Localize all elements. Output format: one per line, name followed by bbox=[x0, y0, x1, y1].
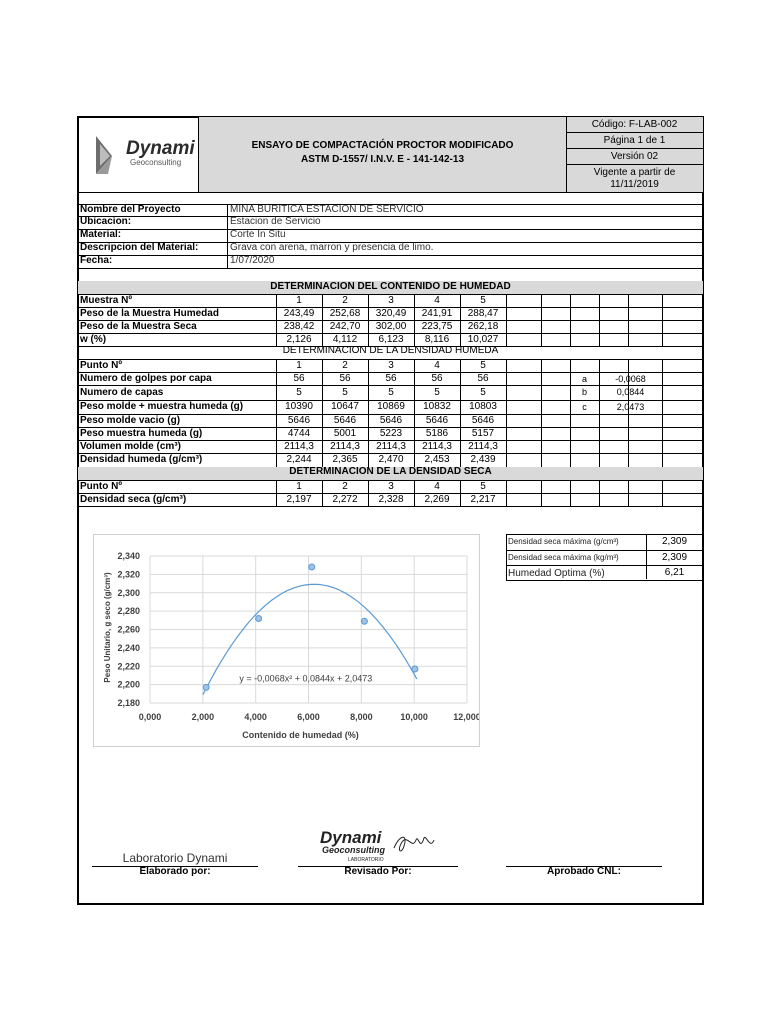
table-cell: 4 bbox=[434, 294, 440, 306]
result-value: 2,309 bbox=[661, 552, 688, 563]
row-label: Muestra Nº bbox=[80, 294, 132, 306]
logo-sub-text: Geoconsulting bbox=[130, 158, 182, 167]
y-tick-label: 2,260 bbox=[117, 624, 140, 635]
report-sheet bbox=[77, 116, 704, 905]
project-field-label: Ubicacion: bbox=[80, 216, 132, 227]
y-axis-title: Peso Unitario, g seco (g/cm³) bbox=[103, 572, 112, 683]
row-label: w (%) bbox=[80, 333, 107, 345]
table-cell: 56 bbox=[339, 372, 351, 384]
coef-value: 2,0473 bbox=[616, 402, 645, 412]
table-cell: 2 bbox=[342, 294, 348, 306]
doc-page: Página 1 de 1 bbox=[603, 135, 666, 146]
revisado-label: Revisado Por: bbox=[344, 866, 412, 877]
chart-svg bbox=[94, 535, 479, 746]
data-point bbox=[361, 618, 367, 624]
table-cell: 241,91 bbox=[421, 307, 453, 319]
row-label: Punto Nº bbox=[80, 480, 122, 492]
coef-name: a bbox=[581, 374, 587, 384]
result-value: 2,309 bbox=[661, 536, 688, 547]
data-point bbox=[256, 615, 262, 621]
table-cell: 56 bbox=[293, 372, 305, 384]
table-cell: 5 bbox=[296, 386, 302, 398]
project-field-value: Corte In Situ bbox=[230, 229, 286, 240]
result-value: 6,21 bbox=[664, 567, 685, 578]
table-cell: 3 bbox=[388, 480, 394, 492]
table-cell: 302,00 bbox=[375, 320, 407, 332]
table-cell: 2114,3 bbox=[376, 440, 406, 452]
table-cell: 5001 bbox=[333, 427, 357, 439]
y-tick-label: 2,220 bbox=[117, 661, 140, 672]
table-cell: 2,197 bbox=[286, 493, 312, 505]
table-cell: 56 bbox=[431, 372, 443, 384]
table-cell: 5646 bbox=[333, 414, 357, 426]
result-label: Densidad seca máxima (kg/m³) bbox=[508, 553, 619, 562]
stamp-lab-text: LABORATORIO bbox=[348, 857, 384, 863]
report-title: ENSAYO DE COMPACTACIÓN PROCTOR MODIFICADO bbox=[251, 140, 514, 151]
table-cell: 2,365 bbox=[332, 454, 358, 465]
data-point bbox=[412, 666, 418, 672]
table-cell: 4 bbox=[434, 359, 440, 371]
doc-code: Código: F-LAB-002 bbox=[591, 119, 678, 130]
logo-brand-text: Dynami bbox=[126, 138, 195, 159]
y-tick-label: 2,320 bbox=[117, 569, 140, 580]
table-cell: 5 bbox=[342, 386, 348, 398]
table-cell: 252,68 bbox=[329, 307, 361, 319]
y-tick-label: 2,300 bbox=[117, 587, 140, 598]
table-cell: 5 bbox=[480, 359, 486, 371]
doc-valid-date: 11/11/2019 bbox=[610, 179, 659, 190]
project-field-label: Descripcion del Material: bbox=[80, 242, 199, 253]
table-cell: 5 bbox=[480, 480, 486, 492]
table-cell: 5646 bbox=[471, 414, 495, 426]
table-cell: 2,217 bbox=[470, 493, 496, 505]
table-cell: 5 bbox=[388, 386, 394, 398]
row-label: Volumen molde (cm³) bbox=[80, 440, 181, 452]
row-label: Peso de la Muestra Humedad bbox=[80, 307, 219, 319]
table-cell: 223,75 bbox=[421, 320, 453, 332]
table-cell: 10803 bbox=[469, 401, 497, 412]
table-cell: 2,272 bbox=[332, 493, 358, 505]
table-cell: 2,439 bbox=[470, 454, 496, 465]
table-cell: 2,328 bbox=[378, 493, 404, 505]
table-cell: 2,470 bbox=[378, 454, 404, 465]
table-cell: 5 bbox=[480, 386, 486, 398]
y-tick-label: 2,180 bbox=[117, 698, 140, 708]
table-cell: 2114,3 bbox=[284, 440, 314, 452]
x-tick-label: 4,000 bbox=[244, 712, 267, 722]
table-cell: 5646 bbox=[379, 414, 403, 426]
table-cell: 3 bbox=[388, 359, 394, 371]
x-tick-label: 6,000 bbox=[297, 712, 320, 722]
table-cell: 5157 bbox=[471, 427, 495, 439]
table-cell: 5 bbox=[434, 386, 440, 398]
table-cell: 288,47 bbox=[467, 307, 499, 319]
doc-valid-from: Vigente a partir de bbox=[593, 167, 676, 178]
company-logo bbox=[90, 130, 195, 180]
table-cell: 243,49 bbox=[283, 307, 315, 319]
elaborado-label: Elaborado por: bbox=[139, 866, 211, 877]
project-field-value: Estacion de Servicio bbox=[230, 216, 321, 227]
project-field-value: Grava con arena, marron y presencia de limo. bbox=[230, 242, 434, 253]
row-label: Numero de capas bbox=[80, 386, 164, 398]
project-field-label: Material: bbox=[80, 229, 122, 240]
table-cell: 10,027 bbox=[467, 333, 499, 345]
data-point bbox=[203, 684, 209, 690]
x-axis-title: Contenido de humedad (%) bbox=[242, 730, 359, 740]
result-label: Densidad seca máxima (g/cm³) bbox=[508, 537, 619, 546]
x-tick-label: 0,000 bbox=[138, 712, 162, 722]
stamp-sub-text: Geoconsulting bbox=[322, 845, 385, 855]
table-cell: 1 bbox=[296, 480, 302, 492]
table-cell: 2114,3 bbox=[468, 440, 498, 452]
y-tick-label: 2,200 bbox=[117, 679, 140, 690]
x-tick-label: 2,000 bbox=[191, 712, 215, 722]
stamp-brand-text: Dynami bbox=[320, 828, 382, 847]
table-cell: 10832 bbox=[423, 401, 451, 412]
coef-value: -0,0068 bbox=[615, 374, 646, 384]
report-standard: ASTM D-1557/ I.N.V. E - 141-142-13 bbox=[300, 154, 465, 165]
table-cell: 5646 bbox=[287, 414, 311, 426]
project-field-label: Fecha: bbox=[80, 255, 113, 266]
table-cell: 5186 bbox=[425, 427, 449, 439]
section-densidad-humeda-title: DETERMINACION DE LA DENSIDAD HUMEDA bbox=[282, 345, 499, 356]
table-cell: 3 bbox=[388, 294, 394, 306]
project-field-value: 1/07/2020 bbox=[230, 255, 275, 266]
x-tick-label: 8,000 bbox=[350, 712, 373, 722]
table-cell: 10390 bbox=[285, 401, 313, 412]
table-cell: 4 bbox=[434, 480, 440, 492]
coef-value: 0,0844 bbox=[616, 387, 645, 397]
table-cell: 4,112 bbox=[332, 333, 358, 345]
project-field-label: Nombre del Proyecto bbox=[80, 204, 181, 215]
table-cell: 2114,3 bbox=[422, 440, 452, 452]
section-humedad-title: DETERMINACION DEL CONTENIDO DE HUMEDAD bbox=[270, 281, 511, 292]
table-cell: 4744 bbox=[287, 427, 311, 439]
section-densidad-seca-title: DETERMINACION DE LA DENSIDAD SECA bbox=[289, 466, 492, 477]
row-label: Peso molde vacio (g) bbox=[80, 414, 181, 426]
row-label: Punto Nº bbox=[80, 359, 122, 371]
row-label: Peso de la Muestra Seca bbox=[80, 320, 197, 332]
elaborado-name: Laboratorio Dynami bbox=[122, 851, 228, 865]
table-cell: 1 bbox=[296, 294, 302, 306]
coef-name: b bbox=[581, 387, 587, 397]
table-cell: 242,70 bbox=[329, 320, 361, 332]
table-cell: 2114,3 bbox=[330, 440, 360, 452]
table-cell: 6,123 bbox=[378, 333, 404, 345]
table-cell: 56 bbox=[385, 372, 397, 384]
table-cell: 320,49 bbox=[375, 307, 407, 319]
aprobado-label: Aprobado CNL: bbox=[547, 866, 621, 877]
table-cell: 5223 bbox=[379, 427, 403, 439]
x-tick-label: 12,000 bbox=[453, 712, 479, 722]
row-label: Densidad humeda (g/cm³) bbox=[80, 454, 203, 465]
row-label: Numero de golpes por capa bbox=[80, 372, 212, 384]
table-cell: 2 bbox=[342, 480, 348, 492]
y-tick-label: 2,240 bbox=[117, 642, 140, 653]
table-cell: 2,126 bbox=[286, 333, 312, 345]
y-tick-label: 2,340 bbox=[117, 551, 140, 561]
table-cell: 8,116 bbox=[424, 333, 450, 345]
table-cell: 10869 bbox=[377, 401, 405, 412]
table-cell: 238,42 bbox=[283, 320, 315, 332]
row-label: Peso muestra humeda (g) bbox=[80, 427, 203, 439]
table-cell: 2,269 bbox=[424, 493, 450, 505]
table-cell: 2,453 bbox=[424, 454, 450, 465]
table-cell: 10647 bbox=[331, 401, 359, 412]
signature-stamp bbox=[318, 828, 438, 866]
table-cell: 2 bbox=[342, 359, 348, 371]
y-tick-label: 2,280 bbox=[117, 606, 140, 617]
result-label: Humedad Optima (%) bbox=[508, 568, 605, 579]
row-label: Peso molde + muestra humeda (g) bbox=[80, 401, 244, 412]
proctor-chart bbox=[93, 534, 480, 747]
trendline-equation: y = -0,0068x² + 0,0844x + 2,0473 bbox=[239, 673, 373, 684]
handwritten-signature bbox=[390, 830, 438, 858]
table-cell: 5646 bbox=[425, 414, 449, 426]
x-tick-label: 10,000 bbox=[400, 712, 428, 722]
table-cell: 2,244 bbox=[286, 454, 312, 465]
project-field-value: MINA BURITICA ESTACION DE SERVICIO bbox=[230, 204, 424, 215]
table-cell: 262,18 bbox=[467, 320, 499, 332]
table-cell: 56 bbox=[477, 372, 489, 384]
doc-version: Versión 02 bbox=[610, 151, 659, 162]
row-label: Densidad seca (g/cm³) bbox=[80, 493, 187, 505]
data-point bbox=[309, 564, 315, 570]
coef-name: c bbox=[582, 402, 587, 412]
table-cell: 5 bbox=[480, 294, 486, 306]
table-cell: 1 bbox=[296, 359, 302, 371]
